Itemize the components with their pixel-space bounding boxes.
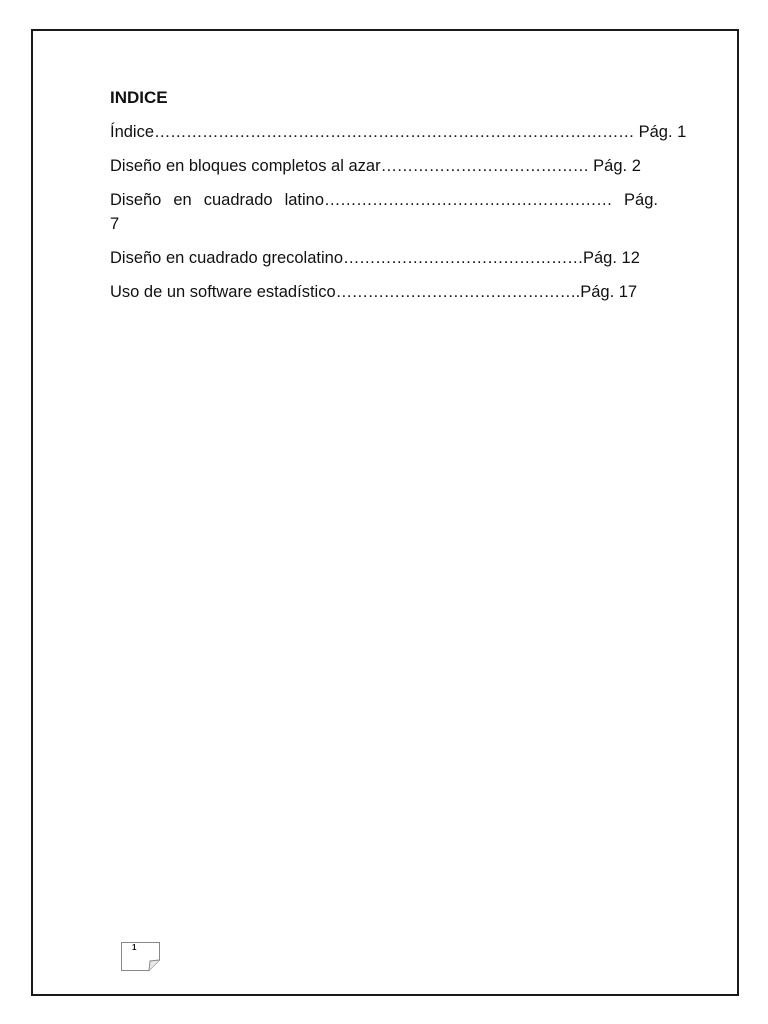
- page-number: 1: [132, 943, 137, 952]
- toc-leader-dots: …………………………………: [380, 157, 589, 175]
- toc-entry-text: Uso de un software estadístico: [110, 283, 336, 301]
- toc-page-ref: Pág. 2: [588, 157, 641, 175]
- page-number-note: [121, 942, 159, 970]
- index-content: [110, 86, 687, 314]
- toc-entry: [110, 154, 658, 178]
- toc-entry-text: Diseño en bloques completos al azar: [110, 157, 381, 175]
- toc-entry: [110, 120, 687, 144]
- toc-page-ref: Pág. 7: [110, 191, 658, 233]
- toc-entry: [110, 280, 658, 304]
- toc-entry: [110, 246, 658, 270]
- toc-entry-text: Diseño en cuadrado grecolatino: [110, 249, 343, 267]
- toc-leader-dots: ………………………………………………………………………………: [154, 123, 635, 141]
- toc-entry: [110, 188, 658, 236]
- folded-note-icon: [121, 942, 161, 972]
- toc-entry-text: Diseño en cuadrado latino: [110, 191, 325, 209]
- toc-page-ref: Pág. 1: [634, 123, 687, 141]
- toc-entry-text: Índice: [110, 123, 155, 141]
- toc-page-ref: Pág. 12: [583, 249, 640, 267]
- toc-leader-dots: ………………………………………………: [324, 191, 613, 209]
- toc-leader-dots: ………………………………………: [335, 283, 576, 301]
- toc-page-ref: .Pág. 17: [575, 283, 638, 301]
- index-title: INDICE: [110, 88, 168, 107]
- toc-leader-dots: ………………………………………: [343, 249, 583, 267]
